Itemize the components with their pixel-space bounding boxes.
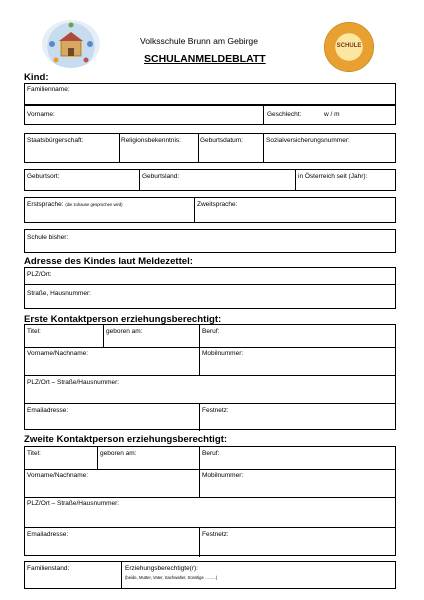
school-name: Volksschule Brunn am Gebirge — [140, 36, 258, 46]
kontakt1-festnetz-field[interactable]: Festnetz: — [202, 407, 229, 414]
schule-bisher-field[interactable]: Schule bisher: — [27, 234, 69, 241]
geschlecht-options[interactable]: w / m — [324, 111, 340, 118]
geburtsort-field[interactable]: Geburtsort: — [27, 173, 60, 180]
school-building-logo — [42, 20, 100, 68]
kontakt1-name-field[interactable]: Vorname/Nachname: — [27, 350, 89, 357]
section-kind-heading: Kind: — [24, 72, 49, 83]
geburtsland-field[interactable]: Geburtsland: — [142, 173, 180, 180]
kontakt2-mobil-field[interactable]: Mobilnummer: — [202, 472, 244, 479]
familienstand-row — [24, 561, 396, 589]
kontakt1-mobil-field[interactable]: Mobilnummer: — [202, 350, 244, 357]
kind-vorname-row — [24, 105, 396, 125]
erziehungsberechtigte-field[interactable]: Erziehungsberechtigte(r): — [125, 565, 198, 572]
kontakt2-email-field[interactable]: Emailadresse: — [27, 531, 69, 538]
kontakt1-beruf-field[interactable]: Beruf: — [202, 328, 220, 335]
kontakt1-email-field[interactable]: Emailadresse: — [27, 407, 69, 414]
strasse-hausnummer-field[interactable]: Straße, Hausnummer: — [27, 290, 91, 297]
kind-sprache-row — [24, 197, 396, 223]
staatsbuergerschaft-field[interactable]: Staatsbürgerschaft: — [27, 137, 84, 144]
kind-geburtsort-row — [24, 169, 396, 191]
kind-familienname-row — [24, 83, 396, 105]
sozialversicherungsnummer-field[interactable]: Sozialversicherungsnummer: — [266, 137, 350, 144]
religionsbekenntnis-field[interactable]: Religionsbekenntnis: — [121, 137, 181, 144]
kontakt1-adresse-field[interactable]: PLZ/Ort – Straße/Hausnummer: — [27, 379, 120, 386]
kontakt1-titel-field[interactable]: Titel: — [27, 328, 41, 335]
kontakt2-festnetz-field[interactable]: Festnetz: — [202, 531, 229, 538]
kontakt2-beruf-field[interactable]: Beruf: — [202, 450, 220, 457]
geburtsdatum-field[interactable]: Geburtsdatum: — [200, 137, 243, 144]
adresse-box — [24, 267, 396, 309]
vorname-field[interactable]: Vorname: — [27, 111, 55, 118]
in-oesterreich-seit-field[interactable]: in Österreich seit (Jahr): — [298, 173, 368, 180]
school-emblem-logo — [324, 22, 374, 72]
kontakt2-name-field[interactable]: Vorname/Nachname: — [27, 472, 89, 479]
kontakt2-box — [24, 446, 396, 556]
section-kontakt1-heading: Erste Kontaktperson erziehungsberechtigt: — [24, 314, 222, 325]
familienname-field[interactable]: Familienname: — [27, 86, 70, 93]
erstsprache-label: Erstsprache: — [27, 201, 64, 208]
kontakt2-titel-field[interactable]: Titel: — [27, 450, 41, 457]
kontakt2-adresse-field[interactable]: PLZ/Ort – Straße/Hausnummer: — [27, 500, 120, 507]
section-adresse-heading: Adresse des Kindes laut Meldezettel: — [24, 256, 194, 267]
erstsprache-note: (die zuhause gesprochen wird) — [65, 202, 123, 207]
geschlecht-field[interactable]: Geschlecht: — [267, 111, 302, 118]
kind-staatsbuergerschaft-row — [24, 133, 396, 163]
kontakt1-box — [24, 324, 396, 430]
kontakt1-geboren-field[interactable]: geboren am: — [106, 328, 143, 335]
erstsprache-field[interactable] — [27, 201, 123, 209]
erziehungsberechtigte-note: (beide, Mutter, Vater, Sachwalter, Sonstige ……..) — [125, 575, 218, 580]
zweitsprache-field[interactable]: Zweitsprache: — [197, 201, 238, 208]
familienstand-field[interactable]: Familienstand: — [27, 565, 70, 572]
emblem-text: SCHULE — [336, 43, 362, 49]
kind-schule-bisher-row — [24, 229, 396, 253]
document-title: SCHULANMELDEBLATT — [144, 53, 266, 65]
plz-ort-field[interactable]: PLZ/Ort: — [27, 271, 52, 278]
section-kontakt2-heading: Zweite Kontaktperson erziehungsberechtigt: — [24, 434, 228, 445]
kontakt2-geboren-field[interactable]: geboren am: — [100, 450, 137, 457]
